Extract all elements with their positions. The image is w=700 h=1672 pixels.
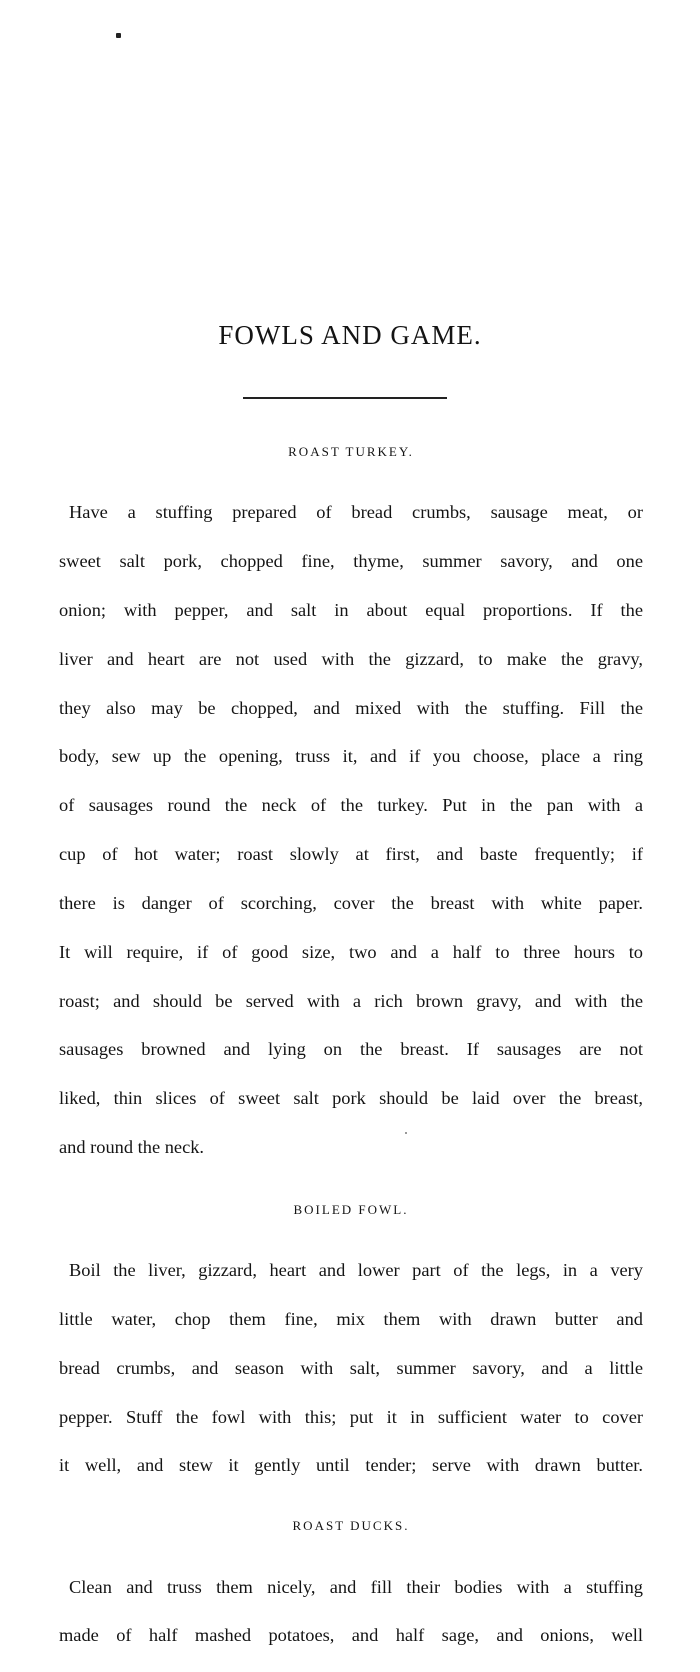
text-line: onion; with pepper, and salt in about equal proportions. If the <box>59 600 643 621</box>
text-line: of sausages round the neck of the turkey. Put in the pan with a <box>59 795 643 816</box>
text-line: body, sew up the opening, truss it, and if you choose, place a ring <box>59 746 643 767</box>
text-line: and round the neck. <box>59 1136 205 1157</box>
text-line: Have a stuffing prepared of bread crumbs, sausage meat, or <box>69 502 643 523</box>
text-line: It will require, if of good size, two and a half to three hours to <box>59 941 643 962</box>
text-line: pepper. Stuff the fowl with this; put it in sufficient water to cover <box>59 1406 643 1427</box>
text-line: Clean and truss them nicely, and fill their bodies with a stuffing <box>69 1576 643 1597</box>
text-line: made of half mashed potatoes, and half sage, and onions, well <box>59 1625 643 1646</box>
text-line: little water, chop them fine, mix them with drawn butter and <box>59 1309 643 1329</box>
recipe-paragraph <box>59 476 643 1184</box>
recipe-heading: ROAST DUCKS. <box>292 1518 410 1534</box>
recipe-roast-turkey <box>59 440 643 1184</box>
chapter-title: FOWLS AND GAME. <box>218 320 482 350</box>
recipe-paragraph <box>59 1234 643 1502</box>
text-line: sweet salt pork, chopped fine, thyme, summer savory, and one <box>59 551 643 572</box>
text-line: cup of hot water; roast slowly at first, and baste frequently; if <box>59 844 643 865</box>
text-line: liked, thin slices of sweet salt pork should be laid over the breast, <box>59 1088 643 1109</box>
text-line: there is danger of scorching, cover the breast with white paper. <box>59 892 643 913</box>
text-line: it well, and stew it gently until tender; serve with drawn butter. <box>59 1455 643 1476</box>
text-line: liver and heart are not used with the gizzard, to make the gravy, <box>59 648 643 669</box>
recipe-heading: BOILED FOWL. <box>293 1201 409 1217</box>
recipe-heading: ROAST TURKEY. <box>288 444 414 459</box>
recipe-paragraph <box>59 1550 643 1672</box>
page-content <box>59 440 643 1672</box>
ink-speck <box>116 33 121 38</box>
text-line: roast; and should be served with a rich brown gravy, and with the <box>59 990 643 1011</box>
text-line: bread crumbs, and season with salt, summer savory, and a little <box>59 1357 643 1378</box>
title-rule <box>243 397 447 399</box>
ink-dot <box>405 1132 407 1134</box>
text-line: they also may be chopped, and mixed with the stuffing. Fill the <box>59 697 643 718</box>
text-line: sausages browned and lying on the breast. If sausages are not <box>59 1039 643 1060</box>
text-line: Boil the liver, gizzard, heart and lower part of the legs, in a very <box>69 1260 643 1281</box>
recipe-boiled-fowl <box>59 1198 643 1502</box>
recipe-roast-ducks <box>59 1514 643 1672</box>
